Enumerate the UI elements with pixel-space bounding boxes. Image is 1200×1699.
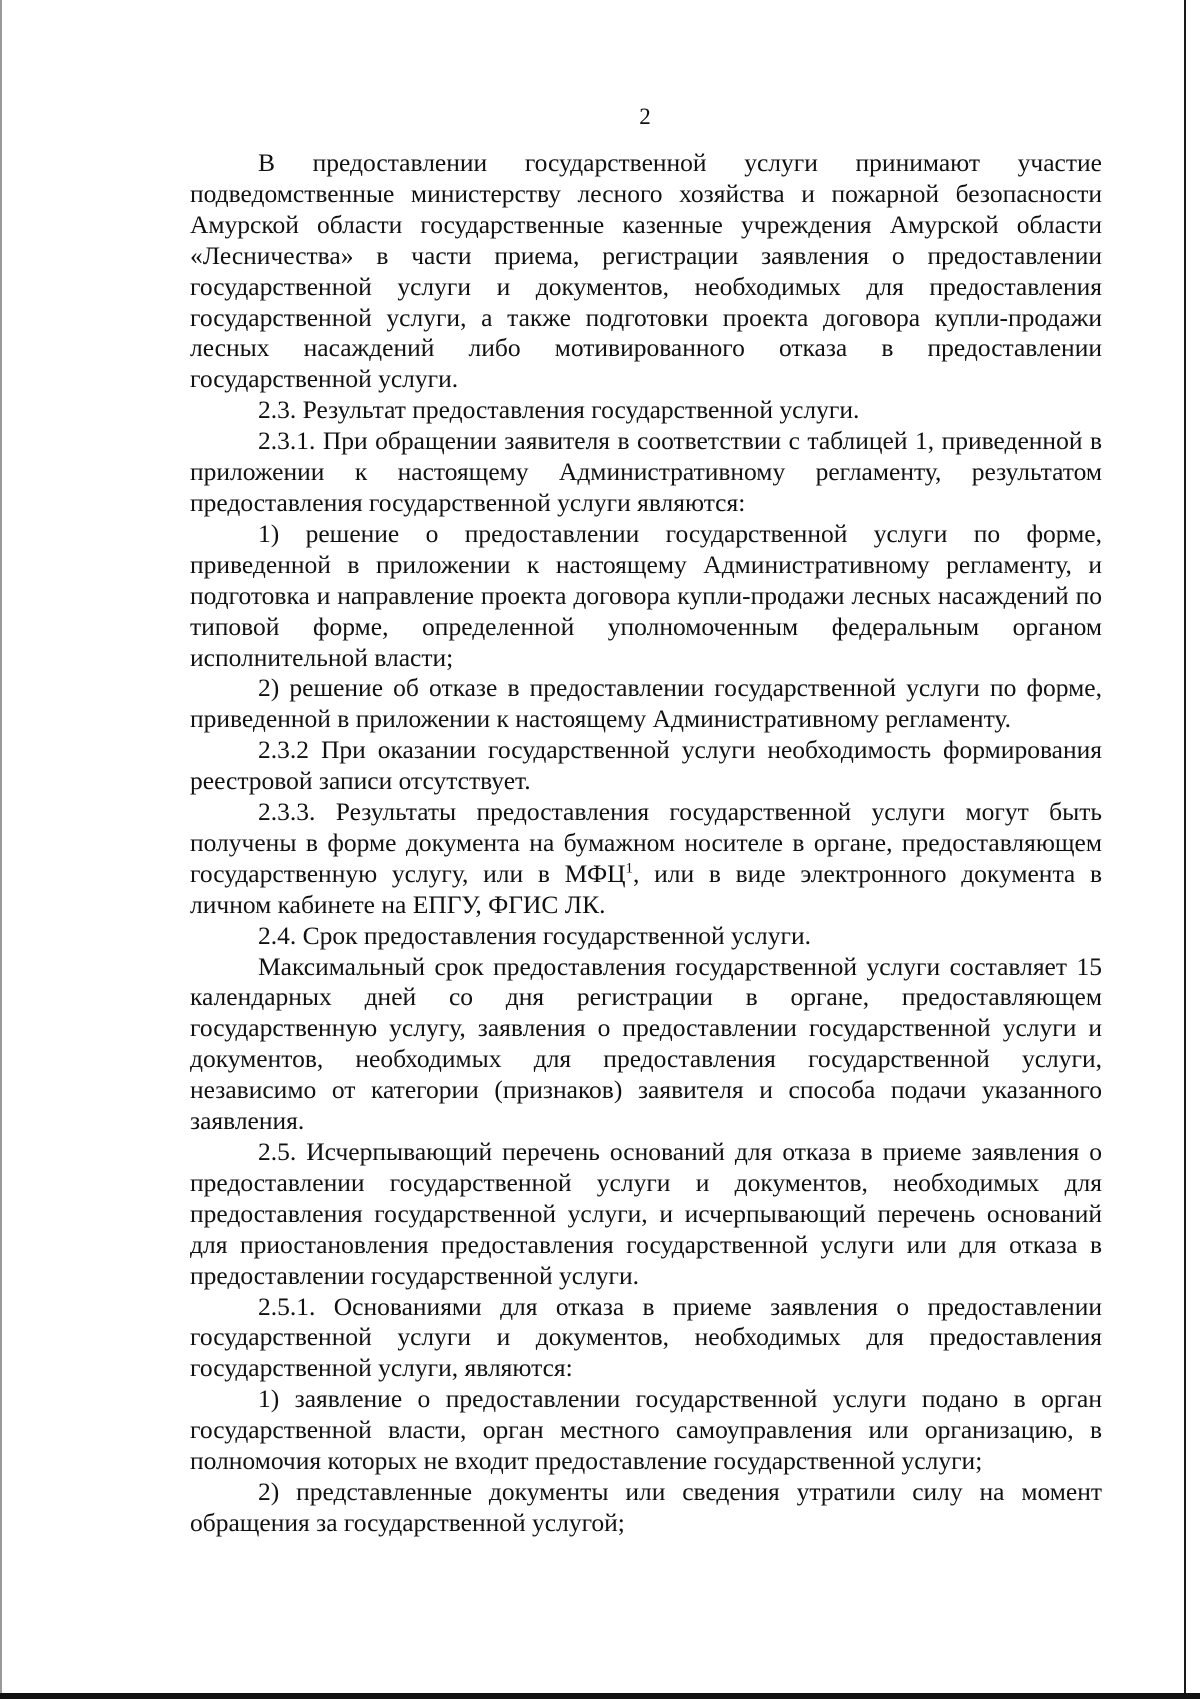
footnote-marker: 1 xyxy=(625,860,634,877)
list-item-result-2: 2) решение об отказе в предоставлении государственной услуги по форме, приведенной в приложении к настоящему Административному регламенту. xyxy=(190,673,1102,734)
document-body xyxy=(190,148,1102,1539)
paragraph-2-4-heading: 2.4. Срок предоставления государственной услуги. xyxy=(258,920,812,950)
paragraph-2-3-2: 2.3.2 При оказании государственной услуги необходимость формирования реестровой записи отсутствует. xyxy=(190,735,1102,796)
list-item-refusal-2: 2) представленные документы или сведения утратили силу на момент обращения за государственной услугой; xyxy=(190,1476,1102,1537)
paragraph-2-3-3-text: 2.3.3. Результаты предоставления государственной услуги могут быть получены в форме документа на бумажном носителе в органе, предоставляющем государственную услугу, или в МФЦ xyxy=(190,797,1102,888)
paragraph-2-3-3-text-end: , или в виде электронного документа в личном кабинете на ЕПГУ, ФГИС ЛК. xyxy=(190,858,1102,919)
paragraph-participants: В предоставлении государственной услуги принимают участие подведомственные министерству лесного хозяйства и пожарной безопасности Амурской области государственные казенные учреждения Амурской области «Лесничества» в части приема, регистрации заявления о предоставлении государственной услуги и документов, необходимых для предоставления государственной услуги, а также подготовки проекта договора купли-продажи лесных насаждений либо мотивированного отказа в предоставлении государственной услуги. xyxy=(190,148,1102,394)
scan-edge-bottom xyxy=(0,1693,1200,1699)
paragraph-max-term: Максимальный срок предоставления государственной услуги составляет 15 календарных дней со дня регистрации в органе, предоставляющем государственную услугу, заявления о предоставлении государственной услуги и документов, необходимых для предоставления государственной услуги, независимо от категории (признаков) заявителя и способа подачи указанного заявления. xyxy=(190,951,1102,1136)
paragraph-2-3-3 xyxy=(190,797,1102,921)
list-item-result-1: 1) решение о предоставлении государственной услуги по форме, приведенной в приложении к настоящему Административному регламенту, и подготовка и направление проекта договора купли-продажи лесных насаждений по типовой форме, определенной уполномоченным федеральным органом исполнительной власти; xyxy=(190,518,1102,672)
page-number: 2 xyxy=(639,104,651,129)
scan-edge-right xyxy=(1184,0,1186,1699)
paragraph-2-3-1: 2.3.1. При обращении заявителя в соответствии с таблицей 1, приведенной в приложении к настоящему Административному регламенту, результатом предоставления государственной услуги являются: xyxy=(190,426,1102,517)
list-item-refusal-1: 1) заявление о предоставлении государственной услуги подано в орган государственной власти, орган местного самоуправления или организацию, в полномочия которых не входит предоставление государственной услуги; xyxy=(190,1384,1102,1476)
paragraph-2-3-heading: 2.3. Результат предоставления государственной услуги. xyxy=(258,395,860,425)
scan-edge-left xyxy=(0,0,2,1699)
paragraph-2-5-1: 2.5.1. Основаниями для отказа в приеме заявления о предоставлении государственной услуги и документов, необходимых для предоставления государственной услуги, являются: xyxy=(190,1291,1102,1383)
paragraph-2-5: 2.5. Исчерпывающий перечень оснований для отказа в приеме заявления о предоставлении государственной услуги и документов, необходимых для предоставления государственной услуги, и исчерпывающий перечень оснований для приостановления предоставления государственной услуги или для отказа в предоставлении государственной услуги. xyxy=(190,1137,1102,1290)
